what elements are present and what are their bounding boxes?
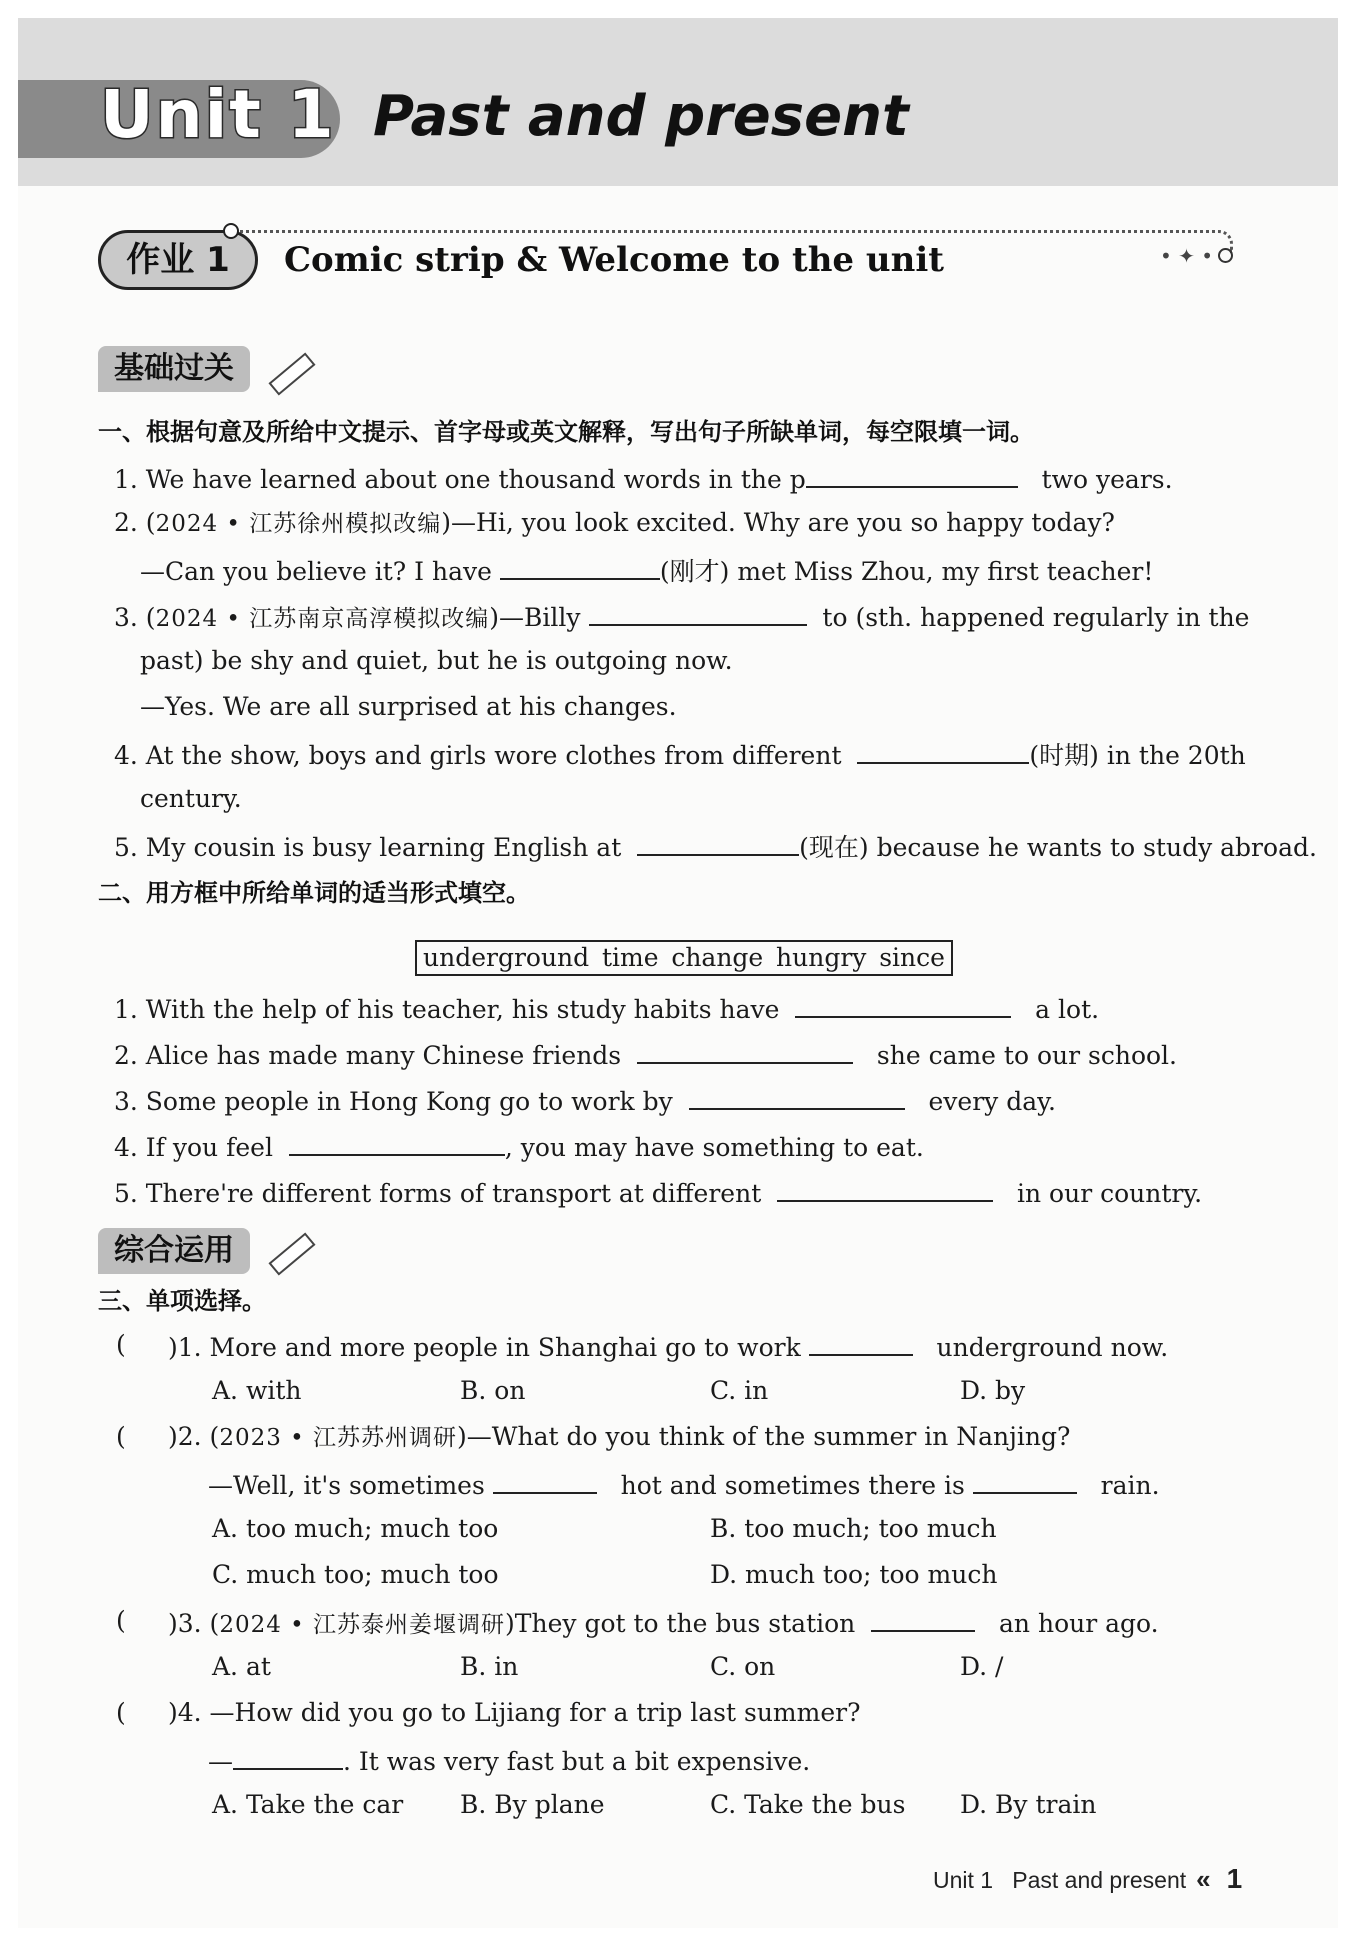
- answer-blank[interactable]: [233, 1742, 343, 1770]
- double-chevron-left-icon: «: [1196, 1864, 1211, 1894]
- sparkle-icon: • ✦ •: [1160, 244, 1214, 268]
- unit-title: Past and present: [373, 84, 909, 149]
- part2-question-2: 2. Alice has made many Chinese friends she came to our school.: [114, 1036, 1177, 1073]
- section-tag-basic: 基础过关: [98, 346, 250, 392]
- part1-question-3-line3: —Yes. We are all surprised at his changes.: [140, 692, 677, 721]
- word-bank-box: [415, 940, 953, 976]
- answer-blank[interactable]: [589, 598, 807, 626]
- option-c[interactable]: C. on: [710, 1652, 776, 1681]
- section-tag-comprehensive: 综合运用: [98, 1228, 250, 1274]
- option-d[interactable]: D. by: [960, 1376, 1026, 1405]
- option-a[interactable]: A. with: [212, 1376, 302, 1405]
- answer-bracket[interactable]: (: [116, 1422, 126, 1451]
- part1-question-4: 4. At the show, boys and girls wore clothes from different (时期) in the 20th: [114, 736, 1246, 773]
- part3-question-3: )3. (2024 • 江苏泰州姜堰调研)They got to the bus station an hour ago.: [168, 1604, 1159, 1642]
- option-d[interactable]: D. much too; too much: [710, 1560, 998, 1589]
- part1-question-1: 1. We have learned about one thousand words in the p two years.: [114, 460, 1173, 497]
- answer-bracket[interactable]: (: [116, 1606, 126, 1635]
- answer-blank[interactable]: [500, 552, 660, 580]
- answer-blank[interactable]: [637, 828, 799, 856]
- part3-instruction: 三、单项选择。: [98, 1287, 266, 1315]
- part2-instruction: 二、用方框中所给单词的适当形式填空。: [98, 879, 530, 907]
- part3-question-4: )4. —How did you go to Lijiang for a trip last summer?: [168, 1698, 861, 1727]
- option-b[interactable]: B. in: [460, 1652, 519, 1681]
- part1-question-2-line2: —Can you believe it? I have (刚才) met Miss Zhou, my first teacher!: [140, 552, 1153, 589]
- option-d[interactable]: D. By train: [960, 1790, 1097, 1819]
- homework-label: 作业 1: [98, 230, 258, 290]
- answer-blank[interactable]: [795, 990, 1011, 1018]
- part3-question-2-line2: —Well, it's sometimes hot and sometimes there is rain.: [208, 1466, 1160, 1503]
- part1-question-2: 2. (2024 • 江苏徐州模拟改编)—Hi, you look excited. Why are you so happy today?: [114, 508, 1115, 537]
- answer-blank[interactable]: [493, 1466, 597, 1494]
- question-source: 2024 • 江苏徐州模拟改编: [155, 511, 442, 537]
- footer-unit-title: Unit 1 Past and present: [933, 1867, 1187, 1893]
- answer-blank[interactable]: [289, 1128, 505, 1156]
- question-source: 2023 • 江苏苏州调研: [219, 1425, 458, 1451]
- answer-blank[interactable]: [806, 460, 1018, 488]
- option-d[interactable]: D. /: [960, 1652, 1004, 1681]
- answer-blank[interactable]: [809, 1328, 913, 1356]
- answer-bracket[interactable]: (: [116, 1330, 126, 1359]
- word-bank-item: time: [601, 943, 659, 972]
- part2-question-3: 3. Some people in Hong Kong go to work by every day.: [114, 1082, 1056, 1119]
- option-a[interactable]: A. too much; much too: [212, 1514, 499, 1543]
- option-c[interactable]: C. much too; much too: [212, 1560, 499, 1589]
- circle-dot-icon: [223, 223, 239, 239]
- part1-question-4-line2: century.: [140, 784, 242, 813]
- answer-blank[interactable]: [973, 1466, 1077, 1494]
- part2-question-4: 4. If you feel , you may have something to eat.: [114, 1128, 924, 1165]
- option-a[interactable]: A. Take the car: [212, 1790, 404, 1819]
- option-b[interactable]: B. on: [460, 1376, 526, 1405]
- part2-question-5: 5. There're different forms of transport at different in our country.: [114, 1174, 1202, 1211]
- circle-end-icon: [1218, 248, 1233, 263]
- question-source: 2024 • 江苏泰州姜堰调研: [219, 1612, 506, 1638]
- part2-question-1: 1. With the help of his teacher, his study habits have a lot.: [114, 990, 1099, 1027]
- pencil-icon: [268, 1232, 315, 1275]
- word-bank-item: since: [879, 943, 945, 972]
- page-footer: [933, 1863, 1242, 1895]
- question-source: 2024 • 江苏南京高淳模拟改编: [155, 606, 490, 632]
- part3-question-4-line2: — . It was very fast but a bit expensive.: [208, 1742, 810, 1779]
- part1-question-5: 5. My cousin is busy learning English at (现在) because he wants to study abroad.: [114, 828, 1317, 865]
- part1-question-3: 3. (2024 • 江苏南京高淳模拟改编)—Billy to (sth. happened regularly in the: [114, 598, 1249, 636]
- part1-instruction: 一、根据句意及所给中文提示、首字母或英文解释，写出句子所缺单词，每空限填一词。: [98, 418, 1034, 446]
- option-c[interactable]: C. Take the bus: [710, 1790, 906, 1819]
- word-bank-item: hungry: [776, 943, 867, 972]
- unit-label: Unit 1: [100, 76, 336, 153]
- option-a[interactable]: A. at: [212, 1652, 271, 1681]
- answer-blank[interactable]: [637, 1036, 853, 1064]
- option-b[interactable]: B. By plane: [460, 1790, 605, 1819]
- homework-title: Comic strip & Welcome to the unit: [284, 240, 944, 280]
- part3-question-2: )2. (2023 • 江苏苏州调研)—What do you think of the summer in Nanjing?: [168, 1422, 1071, 1451]
- worksheet-page: [18, 18, 1338, 1928]
- option-c[interactable]: C. in: [710, 1376, 769, 1405]
- word-bank-item: change: [671, 943, 764, 972]
- answer-blank[interactable]: [777, 1174, 993, 1202]
- page-number: 1: [1226, 1863, 1243, 1894]
- part1-question-3-line2: past) be shy and quiet, but he is outgoing now.: [140, 646, 733, 675]
- answer-bracket[interactable]: (: [116, 1698, 126, 1727]
- unit-banner: [18, 18, 1338, 186]
- word-bank-item: underground: [423, 943, 590, 972]
- part3-question-1: )1. More and more people in Shanghai go to work underground now.: [168, 1328, 1168, 1365]
- pencil-icon: [268, 352, 315, 395]
- option-b[interactable]: B. too much; too much: [710, 1514, 997, 1543]
- answer-blank[interactable]: [857, 736, 1029, 764]
- answer-blank[interactable]: [871, 1604, 975, 1632]
- answer-blank[interactable]: [689, 1082, 905, 1110]
